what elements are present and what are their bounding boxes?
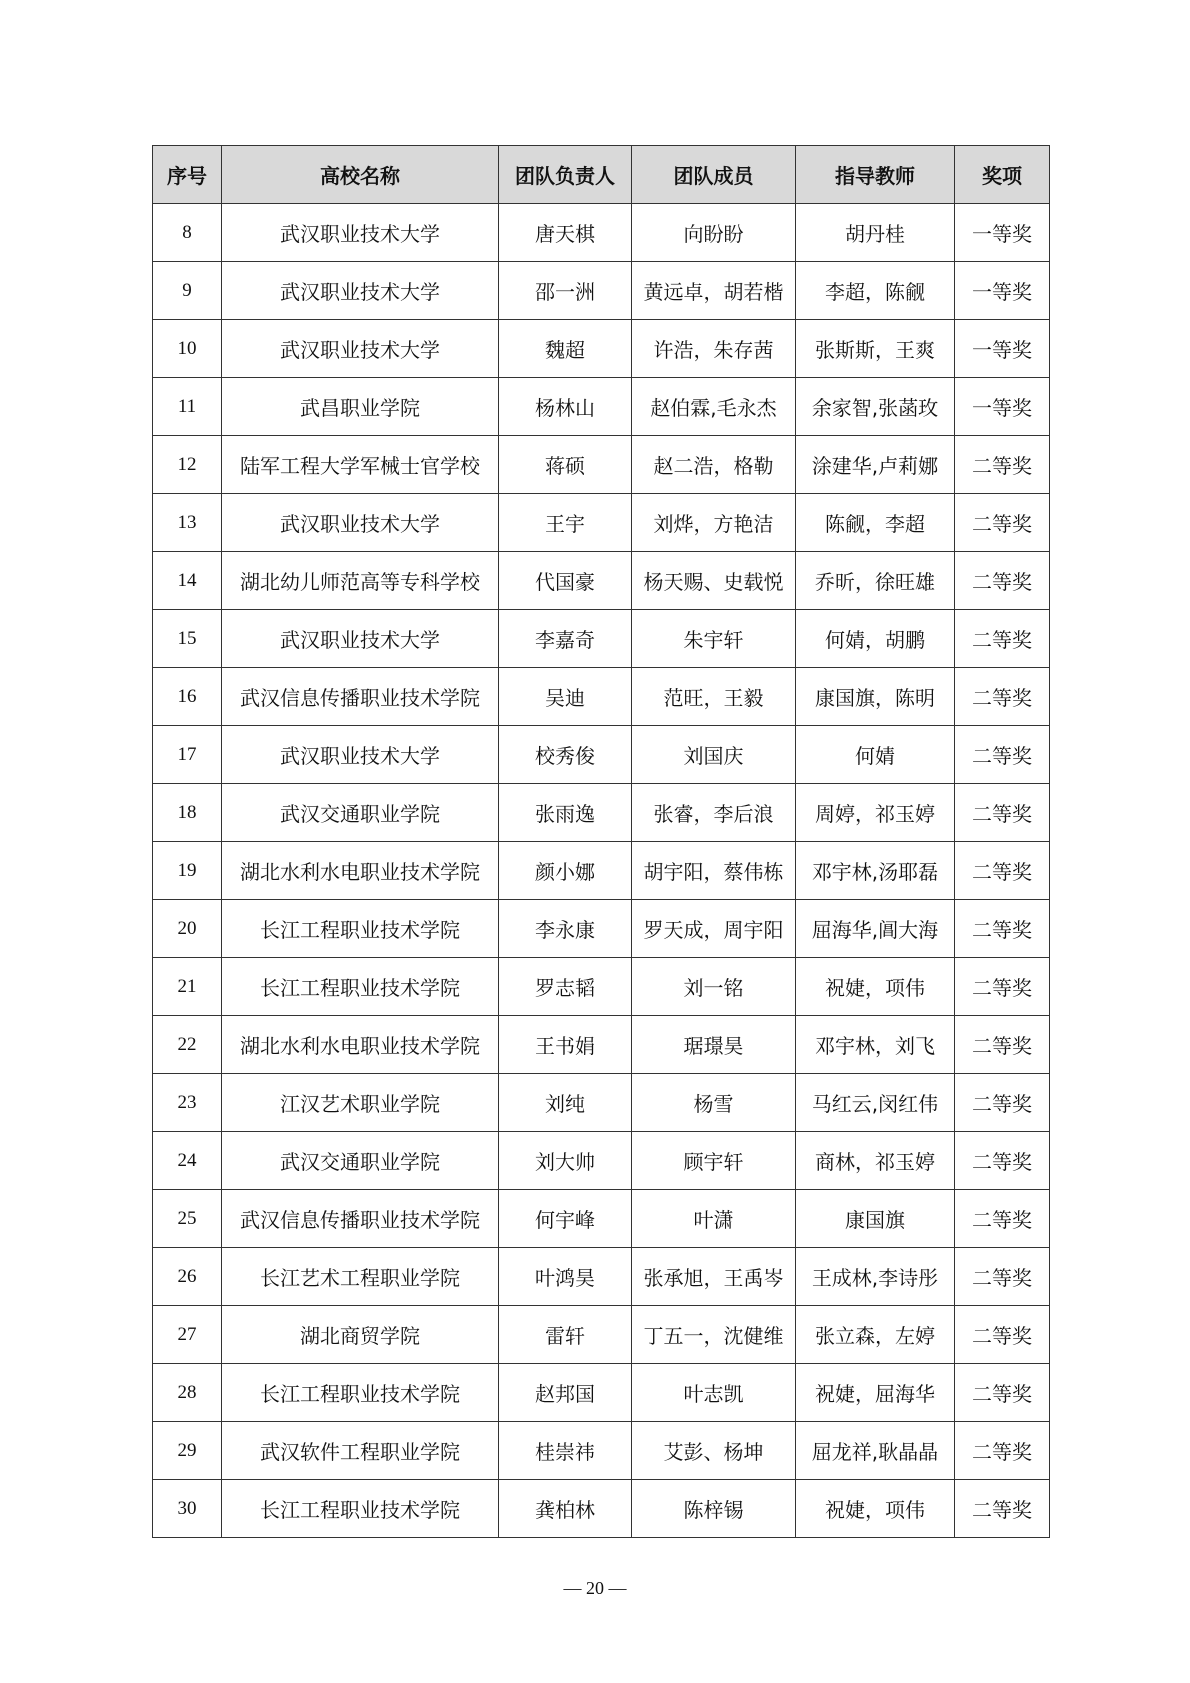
cell-advisors: 祝婕，项伟 [796,1480,955,1538]
cell-advisors: 何婧 [796,726,955,784]
cell-team-members: 陈梓锡 [632,1480,796,1538]
cell-award: 二等奖 [955,552,1050,610]
cell-team-leader: 何宇峰 [499,1190,632,1248]
cell-award: 二等奖 [955,900,1050,958]
cell-advisors: 王成林,李诗彤 [796,1248,955,1306]
cell-advisors: 马红云,闵红伟 [796,1074,955,1132]
cell-team-leader: 魏超 [499,320,632,378]
cell-award: 二等奖 [955,1364,1050,1422]
cell-index: 24 [153,1132,222,1190]
page-number: — 20 — [563,1578,627,1598]
cell-team-leader: 杨林山 [499,378,632,436]
cell-school: 武汉职业技术大学 [222,610,499,668]
header-advisors: 指导教师 [796,146,955,204]
header-school: 高校名称 [222,146,499,204]
cell-team-leader: 代国豪 [499,552,632,610]
table-row [153,842,1050,900]
header-index: 序号 [153,146,222,204]
cell-team-leader: 李嘉奇 [499,610,632,668]
cell-school: 长江工程职业技术学院 [222,900,499,958]
cell-team-members: 丁五一，沈健维 [632,1306,796,1364]
header-team-members: 团队成员 [632,146,796,204]
table-row [153,610,1050,668]
awards-table [152,145,1050,1538]
cell-school: 湖北商贸学院 [222,1306,499,1364]
cell-advisors: 屈海华,阊大海 [796,900,955,958]
cell-index: 19 [153,842,222,900]
cell-team-leader: 雷轩 [499,1306,632,1364]
cell-advisors: 胡丹桂 [796,204,955,262]
cell-index: 16 [153,668,222,726]
cell-school: 江汉艺术职业学院 [222,1074,499,1132]
cell-team-members: 叶志凯 [632,1364,796,1422]
cell-team-leader: 王宇 [499,494,632,552]
cell-index: 20 [153,900,222,958]
table-row [153,436,1050,494]
cell-award: 二等奖 [955,1422,1050,1480]
table-row [153,726,1050,784]
cell-award: 二等奖 [955,668,1050,726]
cell-index: 8 [153,204,222,262]
cell-team-leader: 叶鸿昊 [499,1248,632,1306]
table-row [153,1480,1050,1538]
cell-team-members: 范旺，王毅 [632,668,796,726]
table-row [153,958,1050,1016]
cell-advisors: 李超，陈觎 [796,262,955,320]
cell-award: 二等奖 [955,1248,1050,1306]
cell-school: 武汉信息传播职业技术学院 [222,668,499,726]
cell-award: 二等奖 [955,784,1050,842]
cell-index: 28 [153,1364,222,1422]
cell-award: 二等奖 [955,958,1050,1016]
cell-award: 二等奖 [955,494,1050,552]
table-row [153,494,1050,552]
header-team-leader: 团队负责人 [499,146,632,204]
cell-award: 二等奖 [955,1480,1050,1538]
cell-team-members: 刘国庆 [632,726,796,784]
table-row [153,1248,1050,1306]
cell-award: 二等奖 [955,842,1050,900]
cell-index: 30 [153,1480,222,1538]
cell-index: 23 [153,1074,222,1132]
cell-team-leader: 李永康 [499,900,632,958]
cell-award: 一等奖 [955,204,1050,262]
cell-advisors: 何婧，胡鹏 [796,610,955,668]
table-row [153,378,1050,436]
cell-team-members: 顾宇轩 [632,1132,796,1190]
cell-team-leader: 邵一洲 [499,262,632,320]
table-row [153,204,1050,262]
cell-school: 长江工程职业技术学院 [222,1364,499,1422]
cell-index: 15 [153,610,222,668]
cell-school: 武汉职业技术大学 [222,726,499,784]
cell-award: 二等奖 [955,1016,1050,1074]
table-row [153,1190,1050,1248]
cell-team-members: 向盼盼 [632,204,796,262]
cell-school: 武汉职业技术大学 [222,494,499,552]
cell-index: 25 [153,1190,222,1248]
cell-advisors: 商林，祁玉婷 [796,1132,955,1190]
cell-team-members: 张承旭，王禹岑 [632,1248,796,1306]
table-row [153,668,1050,726]
cell-index: 29 [153,1422,222,1480]
cell-team-leader: 桂崇祎 [499,1422,632,1480]
cell-team-leader: 刘纯 [499,1074,632,1132]
cell-award: 二等奖 [955,1132,1050,1190]
table-row [153,1132,1050,1190]
table-body [153,204,1050,1538]
cell-school: 武汉交通职业学院 [222,1132,499,1190]
cell-index: 12 [153,436,222,494]
cell-award: 二等奖 [955,610,1050,668]
cell-award: 二等奖 [955,436,1050,494]
table-header-row [153,146,1050,204]
cell-team-members: 胡宇阳，蔡伟栋 [632,842,796,900]
cell-school: 武汉职业技术大学 [222,320,499,378]
cell-school: 武汉软件工程职业学院 [222,1422,499,1480]
cell-advisors: 邓宇林,汤耶磊 [796,842,955,900]
cell-school: 长江工程职业技术学院 [222,1480,499,1538]
cell-team-leader: 王书娟 [499,1016,632,1074]
cell-team-members: 罗天成，周宇阳 [632,900,796,958]
header-award: 奖项 [955,146,1050,204]
cell-award: 二等奖 [955,1306,1050,1364]
cell-index: 14 [153,552,222,610]
cell-team-leader: 蒋硕 [499,436,632,494]
cell-advisors: 邓宇林，刘飞 [796,1016,955,1074]
cell-school: 长江艺术工程职业学院 [222,1248,499,1306]
cell-team-members: 朱宇轩 [632,610,796,668]
cell-team-members: 琚璟昊 [632,1016,796,1074]
cell-school: 长江工程职业技术学院 [222,958,499,1016]
cell-school: 武汉信息传播职业技术学院 [222,1190,499,1248]
cell-advisors: 祝婕，项伟 [796,958,955,1016]
cell-team-members: 艾彭、杨坤 [632,1422,796,1480]
cell-index: 27 [153,1306,222,1364]
cell-advisors: 乔昕，徐旺雄 [796,552,955,610]
cell-award: 一等奖 [955,320,1050,378]
cell-team-leader: 赵邦国 [499,1364,632,1422]
cell-award: 二等奖 [955,1190,1050,1248]
cell-team-members: 刘烨，方艳洁 [632,494,796,552]
cell-advisors: 祝婕，屈海华 [796,1364,955,1422]
cell-school: 湖北水利水电职业技术学院 [222,1016,499,1074]
cell-advisors: 涂建华,卢莉娜 [796,436,955,494]
cell-school: 武昌职业学院 [222,378,499,436]
table-row [153,900,1050,958]
cell-team-leader: 校秀俊 [499,726,632,784]
cell-index: 26 [153,1248,222,1306]
cell-index: 9 [153,262,222,320]
cell-team-members: 许浩，朱存茜 [632,320,796,378]
cell-advisors: 康国旗 [796,1190,955,1248]
table-row [153,320,1050,378]
table-row [153,552,1050,610]
cell-team-leader: 龚柏林 [499,1480,632,1538]
cell-school: 武汉职业技术大学 [222,262,499,320]
cell-team-members: 杨雪 [632,1074,796,1132]
cell-advisors: 周婷，祁玉婷 [796,784,955,842]
cell-team-members: 黄远卓，胡若楷 [632,262,796,320]
cell-index: 13 [153,494,222,552]
cell-advisors: 屈龙祥,耿晶晶 [796,1422,955,1480]
cell-advisors: 张斯斯，王爽 [796,320,955,378]
cell-advisors: 张立森，左婷 [796,1306,955,1364]
cell-award: 一等奖 [955,262,1050,320]
table-row [153,262,1050,320]
cell-index: 18 [153,784,222,842]
cell-award: 一等奖 [955,378,1050,436]
cell-team-members: 赵二浩，格勒 [632,436,796,494]
table-row [153,1364,1050,1422]
cell-index: 22 [153,1016,222,1074]
cell-team-leader: 唐天棋 [499,204,632,262]
cell-team-leader: 张雨逸 [499,784,632,842]
cell-team-members: 杨天赐、史载悦 [632,552,796,610]
cell-team-members: 张睿，李后浪 [632,784,796,842]
cell-school: 武汉职业技术大学 [222,204,499,262]
table-row [153,784,1050,842]
cell-index: 11 [153,378,222,436]
table-row [153,1074,1050,1132]
cell-team-members: 叶潇 [632,1190,796,1248]
cell-school: 陆军工程大学军械士官学校 [222,436,499,494]
cell-advisors: 陈觎，李超 [796,494,955,552]
cell-index: 21 [153,958,222,1016]
cell-award: 二等奖 [955,726,1050,784]
cell-school: 湖北幼儿师范高等专科学校 [222,552,499,610]
cell-school: 湖北水利水电职业技术学院 [222,842,499,900]
cell-index: 10 [153,320,222,378]
cell-team-members: 赵伯霖,毛永杰 [632,378,796,436]
cell-team-members: 刘一铭 [632,958,796,1016]
table-row [153,1306,1050,1364]
table-row [153,1016,1050,1074]
cell-award: 二等奖 [955,1074,1050,1132]
cell-team-leader: 刘大帅 [499,1132,632,1190]
table-row [153,1422,1050,1480]
cell-index: 17 [153,726,222,784]
cell-team-leader: 颜小娜 [499,842,632,900]
cell-team-leader: 吴迪 [499,668,632,726]
cell-advisors: 余家智,张菡玫 [796,378,955,436]
cell-team-leader: 罗志韬 [499,958,632,1016]
cell-school: 武汉交通职业学院 [222,784,499,842]
cell-advisors: 康国旗，陈明 [796,668,955,726]
